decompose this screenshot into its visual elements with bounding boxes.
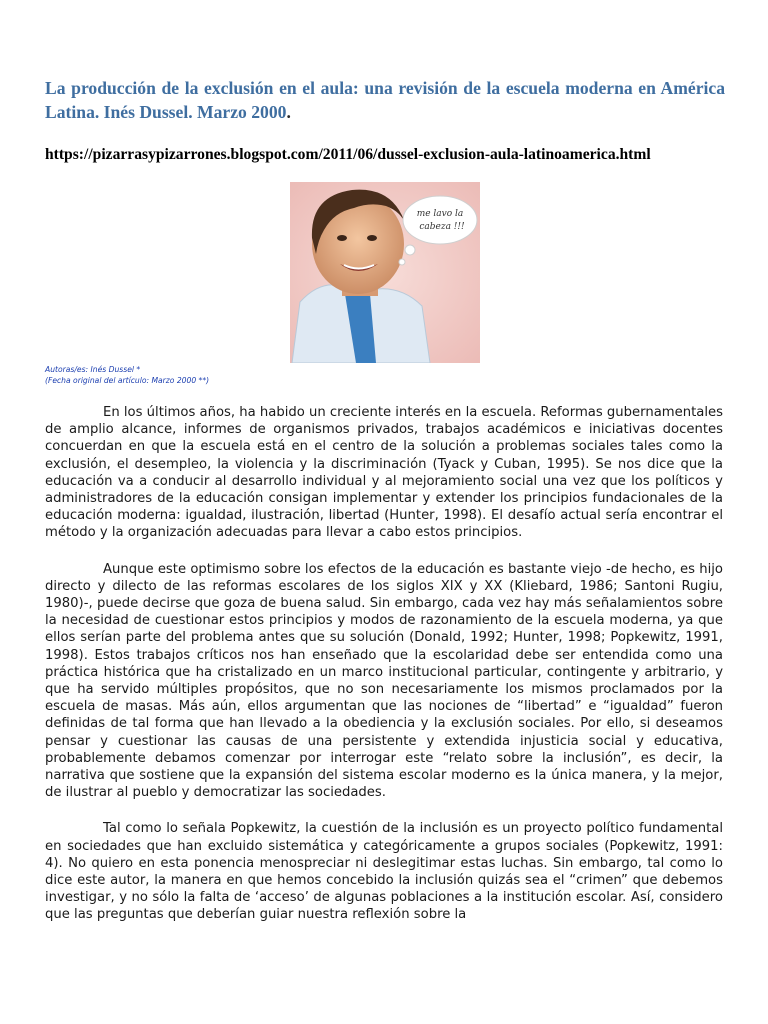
source-url: https://pizarrasypizarrones.blogspot.com/2011/06/dussel-exclusion-aula-latinoamerica.html [45, 146, 651, 163]
document-title-text: La producción de la exclusión en el aula: una revisión de la escuela moderna en América Latina. Inés Dussel. Marzo 2000 [45, 78, 725, 122]
photo-boy-thought-bubble-icon [290, 182, 480, 363]
paragraph-3: Tal como lo señala Popkewitz, la cuestión de la inclusión es un proyecto político fundamental en sociedades que han excluido sistemática y categóricamente a grupos sociales (Popkewitz, 1991: 4). No quiero en esta ponencia menospreciar ni deslegitimar estas luchas. Sin embargo, tal como lo dice este autor, la manera en que hemos concebido la inclusión quizás sea el “crimen” que debemos investigar, y no sólo la falta de ‘acceso’ de algunas poblaciones a la institución escolar. Así, considero que las preguntas que deberían guiar nuestra reflexión sobre la [45, 821, 723, 923]
paragraph-1: En los últimos años, ha habido un creciente interés en la escuela. Reformas gubernamentales de amplio alcance, informes de organismos privados, trabajos académicos e iniciativas docentes concuerdan en que la escuela está en el centro de la solución a problemas sociales tales como la exclusión, el desempleo, la violencia y la discriminación (Tyack y Cuban, 1995). Se nos dice que la educación va a conducir al desarrollo individual y al mejoramiento social una vez que los políticos y administradores de la educación consigan implementar y extender los principios fundacionales de la educación moderna: igualdad, ilustración, libertad (Hunter, 1998). El desafío actual sería encontrar el método y la organización adecuadas para llevar a cabo estos principios. [45, 405, 723, 541]
article-body [45, 404, 723, 943]
caption-authors: Autoras/es: Inés Dussel * [45, 365, 141, 374]
article-photo [290, 182, 480, 363]
paragraph-2: Aunque este optimismo sobre los efectos de la educación es bastante viejo -de hecho, es hijo directo y dilecto de las reformas escolares de los siglos XIX y XX (Kliebard, 1986; Santoni Rugiu, 1980)-, puede decirse que goza de buena salud. Sin embargo, cada vez hay más señalamientos sobre la necesidad de cuestionar estos principios y modos de razonamiento de la escuela moderna, ya que ellos serían parte del problema antes que su solución (Donald, 1992; Hunter, 1998; Popkewitz, 1991, 1998). Estos trabajos críticos nos han enseñado que la escolaridad debe ser entendida como una práctica histórica que ha cristalizado en un marco institucional particular, contingente y arbitrario, y que ha servido múltiples propósitos, que no son necesariamente los mismos proclamados por la escuela de masas. Más aún, ellos argumentan que las nociones de “libertad” e “igualdad” fueron definidas de tal forma que han llevado a la obediencia y la exclusión sociales. Por ello, si deseamos pensar y cuestionar las causas de una persistente y extendida injusticia social y educativa, probablemente debamos comenzar por interrogar este “relato sobre la inclusión”, es decir, la narrativa que sostiene que la expansión del sistema escolar moderno es la única manera, y la mejor, de ilustrar al pueblo y democratizar las sociedades. [45, 561, 723, 801]
bubble-text-line1: me lavo la [416, 209, 464, 219]
bubble-text-line2: cabeza !!! [419, 222, 465, 232]
caption-date: (Fecha original del artículo: Marzo 2000 **) [45, 376, 210, 385]
document-title-period: . [286, 102, 291, 122]
photo-caption [45, 364, 209, 386]
document-title [45, 76, 725, 124]
